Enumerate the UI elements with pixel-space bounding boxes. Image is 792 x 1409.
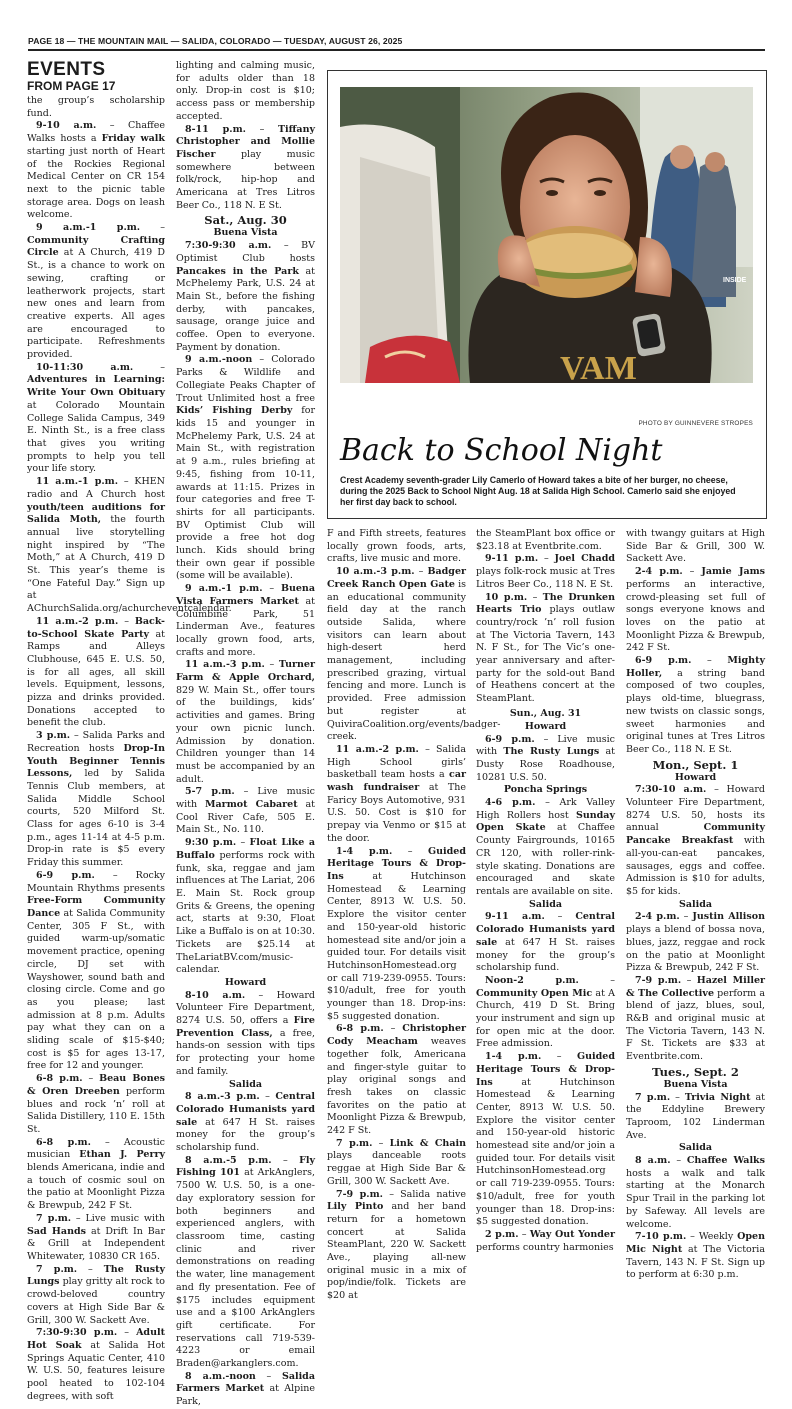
event-listing xyxy=(327,846,466,1024)
event-listing xyxy=(476,975,615,1051)
event-listing xyxy=(176,583,315,659)
event-name: Pancakes in the Park xyxy=(176,265,299,277)
event-name: Badger Creek Ranch Open Gate xyxy=(327,566,466,590)
event-details: blends Americana, indie and a touch of cosmic soul on the patio at Moonlight Pizza & Brewpub, 242 F St. xyxy=(27,1162,165,1212)
event-listing xyxy=(27,730,165,870)
event-listing xyxy=(176,1371,315,1409)
photo-feature xyxy=(327,70,767,519)
event-intro: – xyxy=(124,615,129,627)
event-details: at Dusty Rose Roadhouse, 10281 U.S. 50. xyxy=(476,746,615,783)
event-time: 6-8 p.m. xyxy=(36,1136,91,1148)
event-listing xyxy=(27,120,165,222)
event-details: perform blues and rock ’n’ roll at Salida Distillery, 110 E. 15th St. xyxy=(27,1085,165,1135)
event-intro: – xyxy=(160,361,165,373)
event-listing xyxy=(626,975,765,1064)
event-listing xyxy=(626,911,765,975)
event-intro: – Salida Parks and Recreation hosts xyxy=(27,730,165,754)
event-time: 11 a.m.-3 p.m. xyxy=(185,659,265,671)
event-name: Community Open Mic xyxy=(476,987,593,999)
event-text: lighting and calming music, for adults older than 18 only. Drop-in cost is $10; access pass or membership accepted. xyxy=(176,60,315,122)
event-listing xyxy=(327,1023,466,1137)
event-details: perform a blend of jazz, blues, soul, R&B and original music at The Victoria Tavern, 143 N. F St. Tickets are $33 at Eventbrite.com. xyxy=(626,987,765,1063)
event-details: at The Faricy Boys Automotive, 931 U.S. 50. Cost is $10 for prepay via Venmo or $15 at the door. xyxy=(327,782,466,844)
event-name: Chaffee Walks xyxy=(686,1155,765,1167)
event-name: Buena Vista Farmers Market xyxy=(176,583,315,607)
event-name: The Drunken Hearts Trio xyxy=(476,591,616,616)
event-name: Beau Bones & Oren Dreeben xyxy=(27,1073,166,1097)
event-listing xyxy=(476,797,615,899)
event-time: 10-11:30 a.m. xyxy=(36,361,134,373)
event-listing xyxy=(176,1091,315,1155)
event-details: hosts a walk and talk starting at the Monarch Spur Trail in the parking lot by Safeway. All levels are welcome. xyxy=(626,1167,765,1230)
event-name: Joel Chadd xyxy=(554,553,615,565)
event-intro: – Live music with xyxy=(476,733,615,758)
event-details: at A Church, 419 D St. Bring your instrument and sign up for open mic at the door. Free admission. xyxy=(476,987,615,1050)
day-heading: Sat., Aug. 30 xyxy=(204,213,287,228)
event-time: 9 a.m.-noon xyxy=(185,354,253,366)
event-listing xyxy=(27,1264,165,1328)
event-time: 7 p.m. xyxy=(36,1212,72,1224)
event-text: with twangy guitars at High Side Bar & Grill, 300 W. Sackett Ave. xyxy=(626,528,765,565)
event-name: Jamie Jams xyxy=(701,566,765,578)
event-time: 1-4 p.m. xyxy=(485,1051,542,1063)
event-name: Justin Allison xyxy=(692,911,765,923)
event-listing xyxy=(327,1138,466,1189)
event-details: at 647 H St. raises money for the group’s scholarship fund. xyxy=(176,1116,315,1154)
event-name: The Rusty Lungs xyxy=(27,1263,165,1288)
event-time: 7:30-10 a.m. xyxy=(635,784,707,796)
event-name: Guided Heritage Tours & Drop-Ins xyxy=(476,1051,615,1088)
event-listing xyxy=(327,528,466,566)
svg-text:VAM: VAM xyxy=(560,350,637,387)
event-name: Back-to-School Skate Party xyxy=(27,615,165,640)
event-time: 9:30 p.m. xyxy=(185,837,237,849)
event-intro: – xyxy=(269,583,275,595)
event-details: performs an interactive, crowd-pleasing set full of songs everyone knows and loves on the patio at Moonlight Pizza & Brewpub, 242 F St. xyxy=(626,578,765,654)
event-time: 8 a.m.-5 p.m. xyxy=(185,1154,272,1166)
event-listing xyxy=(476,1229,615,1254)
event-intro: – Rocky Mountain Rhythms presents xyxy=(27,869,165,894)
event-time: 7 p.m. xyxy=(36,1263,78,1275)
event-details: is an educational community field day at the ranch outside Salida, where visitors can learn about high-desert herd management, including prescribed grazing, virtual fencing and more. Lunch is provided. Free admission but register at QuiviraCoalition.org/events/badger-creek. xyxy=(327,578,501,743)
event-details: a string band composed of two couples, plays old-time, bluegrass, new twists on classic songs, sweet harmonies and original tunes at Tres Litros Beer Co., 118 N. E St. xyxy=(626,667,765,755)
event-time: 2-4 p.m. xyxy=(635,566,683,578)
event-listing xyxy=(27,1137,165,1213)
event-intro: – xyxy=(407,845,413,857)
section-title: EVENTS xyxy=(27,59,106,80)
event-details: play music somewhere between folk/rock, hip-hop and Americana at Tres Litros Beer Co., 118 N. E St. xyxy=(176,148,315,211)
event-listing xyxy=(476,1051,615,1229)
event-text: the group’s scholarship fund. xyxy=(27,95,165,119)
header-rule xyxy=(28,49,765,51)
event-name: Central Colorado Humanists yard sale xyxy=(176,1091,315,1128)
town-heading: Howard xyxy=(524,720,567,732)
event-listing xyxy=(27,95,165,120)
event-name: Way Out Yonder xyxy=(529,1228,615,1240)
event-intro: – xyxy=(88,1073,94,1085)
event-details: at McPhelemy Park, U.S. 24 at Main St., before the fishing derby, with pancakes, sausage, orange juice and coffee. Open to everyone. Payment by donation. xyxy=(176,265,315,353)
event-time: 11 a.m.-2 p.m. xyxy=(36,615,119,627)
event-details: led by Salida Tennis Club members, at Salida Middle School courts, 520 Milford St. Class for ages 6-10 is 3-4 p.m., ages 11-14 at 4-5 p.m. Drop-in rate is $5 every Friday this summer. xyxy=(27,768,165,869)
event-details: at Salida Community Center, 305 F St., with guided warm-up/somatic movement practice, opening circle, DJ set with Wayshower, sound bath and closing circle. Come and go as you please; last admission at 8 p.m. Adults pay what they can on a sliding scale of $15-$40; cost is $5 for ages 13-17, free for 12 and younger. xyxy=(27,908,165,1072)
event-time: Noon-2 p.m. xyxy=(485,974,579,986)
event-intro: – Weekly xyxy=(690,1231,734,1243)
town-heading: Poncha Springs xyxy=(503,784,588,796)
event-details: weaves together folk, Americana and finger-style guitar to play original songs and fresh takes on classic favorites on the patio at Moonlight Pizza & Brewpub, 242 F St. xyxy=(327,1036,466,1137)
event-listing xyxy=(626,1231,765,1282)
event-time: 7-10 p.m. xyxy=(635,1231,687,1243)
event-time: 8-11 p.m. xyxy=(185,123,246,135)
event-name: Central Colorado Humanists yard sale xyxy=(476,911,615,948)
event-name: The Rusty Lungs xyxy=(503,746,600,758)
event-intro: – Salida High School girls’ basketball team hosts a xyxy=(327,743,466,781)
day-heading: Sun., Aug. 31 xyxy=(509,707,582,719)
event-details: at Drift In Bar & Grill at Independent Whitewater, 10830 CR 165. xyxy=(27,1225,165,1262)
event-name: Open Mic Night xyxy=(626,1231,765,1255)
event-details: with all-you-can-eat pancakes, sausages, eggs and coffee. Admission is $10 for adults, $5 for kids. xyxy=(626,835,765,897)
event-name: Float Like a Buffalo xyxy=(176,837,315,861)
event-intro: – xyxy=(675,1091,680,1103)
event-intro: – xyxy=(683,911,689,923)
event-time: 1-4 p.m. xyxy=(336,845,393,857)
event-time: 8-10 a.m. xyxy=(185,989,246,1001)
event-time: 3 p.m. xyxy=(36,730,71,742)
event-listing xyxy=(476,553,615,591)
event-listing xyxy=(327,744,466,846)
event-intro: – BV Optimist Club hosts xyxy=(176,240,315,264)
event-name: Fly Fishing 101 xyxy=(176,1154,315,1179)
event-time: 10 p.m. xyxy=(485,591,528,603)
event-name: car wash fundraiser xyxy=(327,769,466,794)
event-intro: – xyxy=(259,123,265,135)
event-time: 6-8 p.m. xyxy=(336,1023,384,1035)
event-listing xyxy=(476,734,615,785)
event-intro: – xyxy=(676,1155,682,1167)
event-intro: – Salida native xyxy=(389,1188,466,1200)
feature-photo xyxy=(340,87,753,387)
event-name: Salida Farmers Market xyxy=(176,1370,315,1395)
photo-credit: PHOTO BY GUINNEVERE STROPES xyxy=(638,420,753,427)
event-time: 7 p.m. xyxy=(635,1091,671,1103)
event-time: 7 p.m. xyxy=(336,1137,373,1149)
event-name: Mighty Holler, xyxy=(626,655,765,679)
event-details: at The Victoria Tavern, 143 N. F St. Sign up to perform at 6:30 p.m. xyxy=(626,1243,765,1281)
event-time: 9-11 a.m. xyxy=(485,911,545,923)
event-listing xyxy=(327,1189,466,1303)
event-intro: – xyxy=(240,837,246,849)
event-listing xyxy=(176,240,315,354)
event-name: Link & Chain xyxy=(389,1137,467,1149)
event-intro: – xyxy=(689,566,695,578)
event-time: 7-9 p.m. xyxy=(336,1188,383,1200)
event-time: 7:30-9:30 p.m. xyxy=(36,1327,118,1339)
event-details: at Hutchinson Homestead & Learning Center, 8913 W. U.S. 50. Explore the visitor center and 150-year-old historic homestead site and/or join a guided tour. For details visit HutchinsonHomestead.org or call 719-239-0955. Tours: $10/adult, free for youth younger than 18. Drop-ins: $5 suggested donation. xyxy=(327,870,466,1022)
town-heading: Buena Vista xyxy=(663,1078,728,1090)
photo-image xyxy=(340,87,753,387)
event-name: Friday walk xyxy=(101,133,165,145)
section-subtitle: FROM PAGE 17 xyxy=(27,79,116,93)
event-listing xyxy=(176,786,315,837)
event-name: Sad Hands xyxy=(27,1225,86,1237)
photo-caption: Crest Academy seventh-grader Lily Camerlo of Howard takes a bite of her burger, no cheese, during the 2025 Back to School Night Aug. 18 at Salida High School. Camerlo said she enjoyed her first day back to school. xyxy=(340,475,736,507)
event-intro: – xyxy=(557,911,563,923)
event-intro: – xyxy=(390,1023,396,1035)
column-2-body xyxy=(176,60,315,1409)
event-intro: – xyxy=(88,1263,93,1275)
event-name: Hazel Miller & The Collective xyxy=(626,974,765,999)
event-intro: – xyxy=(266,1370,272,1382)
event-details: at ArkAnglers, 7500 W. U.S. 50, is a one-day exploratory session for both beginners and experienced anglers, with classroom time, casting clinic and river demonstrations on reading the water, line management and fly presentation. Fee of $175 includes equipment use and a $100 ArkAnglers gift certificate. For reservations call 719-539-4223 or email Braden@arkanglers.com. xyxy=(176,1167,315,1370)
event-details: performs country harmonies xyxy=(476,1241,614,1253)
page-header: PAGE 18 — THE MOUNTAIN MAIL — SALIDA, COLORADO — TUESDAY, AUGUST 26, 2025 xyxy=(28,36,403,46)
event-name: youth/teen auditions for Salida Moth, xyxy=(27,501,165,526)
event-time: 6-9 p.m. xyxy=(635,655,692,667)
event-name: Tiffany Christopher and Mollie Fischer xyxy=(176,123,315,160)
event-details: at Colorado Mountain College Salida Campus, 349 E. Ninth St., is a free class that gives you writing prompts to help you tell your life story. xyxy=(27,399,165,475)
event-time: 8 a.m.-noon xyxy=(185,1370,256,1382)
town-heading: Buena Vista xyxy=(213,227,278,239)
town-heading: Salida xyxy=(678,1142,713,1154)
event-time: 8 a.m. xyxy=(635,1155,671,1167)
event-time: 10 a.m.-3 p.m. xyxy=(336,566,415,578)
event-intro: – xyxy=(610,974,615,986)
event-details: plays danceable roots reggae at High Side Bar & Grill, 300 W. Sackett Ave. xyxy=(327,1150,466,1187)
event-intro: – Acoustic musician xyxy=(27,1136,166,1161)
event-listing xyxy=(176,837,315,977)
event-details: at Columbine Park, 51 Linderman Ave., features locally grown food, arts, crafts and more. xyxy=(176,595,315,658)
event-details: at Alpine Park, xyxy=(176,1383,315,1408)
event-details: at 647 H St. raises money for the group’s scholarship fund. xyxy=(476,936,615,974)
event-time: 9-11 p.m. xyxy=(485,553,539,565)
event-name: Adult Hot Soak xyxy=(27,1327,165,1351)
event-listing xyxy=(176,124,315,213)
event-intro: – xyxy=(707,655,712,667)
event-time: 2-4 p.m. xyxy=(635,911,680,923)
event-listing xyxy=(176,990,315,1079)
event-name: Drop-In Youth Beginner Tennis Lessons, xyxy=(27,742,165,780)
column-4 xyxy=(476,528,616,1253)
event-time: 9 a.m.-1 p.m. xyxy=(36,222,141,234)
event-intro: – xyxy=(269,659,275,671)
column-3-body xyxy=(327,528,501,1303)
event-listing xyxy=(476,911,615,975)
event-intro: – Ark Valley High Rollers host xyxy=(476,797,616,821)
event-intro: – Howard Volunteer Fire Department, 8274 U.S. 50, hosts its annual xyxy=(626,784,765,834)
event-name: Turner Farm & Apple Orchard, xyxy=(176,659,315,684)
event-intro: – xyxy=(418,566,424,578)
event-listing xyxy=(27,870,165,1073)
event-listing xyxy=(476,528,615,553)
event-listing xyxy=(27,1327,165,1403)
event-intro: – Live music with xyxy=(75,1212,165,1224)
event-details: at Chaffee County Fairgrounds, 10165 CR 120, with roller-rink-style skating. Donations are encouraged and skate rentals are available on site. xyxy=(476,822,615,897)
day-heading: Tues., Sept. 2 xyxy=(652,1064,739,1079)
event-name: Fire Prevention Class, xyxy=(176,1015,315,1039)
event-time: 4-6 p.m. xyxy=(485,797,536,809)
column-5-body xyxy=(626,528,765,1282)
event-details: play gritty alt rock to crowd-beloved country covers at High Side Bar & Grill, 300 W. Sackett Ave. xyxy=(27,1276,165,1326)
event-time: 11 a.m.-2 p.m. xyxy=(336,743,419,755)
event-details: a free, hands-on session with tips for protecting your home and family. xyxy=(176,1027,315,1077)
event-details: for kids 15 and younger in McPhelemy Park, U.S. 24 at Main St., with registration at 9 a.m., rules briefing at 9:45, fishing from 10-11, awards at 11:15. Prizes in four categories and free T-shirts for all participants. BV Optimist Club will provide a free hot dog lunch. Kids should bring their own gear if possible (some will be available). xyxy=(176,405,315,582)
event-text: F and Fifth streets, features locally grown foods, arts, crafts, live music and more. xyxy=(327,528,466,565)
event-intro: – Howard Volunteer Fire Department, 8274 U.S. 50, offers a xyxy=(176,989,315,1027)
photo-title: Back to School Night xyxy=(340,433,663,468)
event-intro: – xyxy=(686,974,692,986)
event-listing xyxy=(626,566,765,655)
event-listing xyxy=(626,1092,765,1143)
event-listing xyxy=(176,659,315,786)
event-listing xyxy=(327,566,501,744)
event-time: 8 a.m.-3 p.m. xyxy=(185,1091,260,1103)
event-name: Trivia Night xyxy=(684,1091,751,1103)
event-listing xyxy=(176,354,315,583)
event-listing xyxy=(626,784,765,898)
event-details: performs rock with funk, ska, reggae and jam influences at The Lariat, 206 E. Main St. Rock group Grits & Greens, the opening act, starts at 9:30, Float Like a Buffalo is on at 10:30. Tickets are $25.14 at TheLariatBV.com/music-calendar. xyxy=(176,849,315,976)
event-details: plays a blend of bossa nova, blues, jazz, reggae and rock on the patio at Moonlight Pizza & Brewpub, 242 F St. xyxy=(626,924,765,974)
event-time: 6-9 p.m. xyxy=(36,869,95,881)
event-details: at Ramps and Alleys Clubhouse, 645 E. U.S. 50, is for all ages, all skill levels. Equipment, lessons, pizza and drinks provided. Donations accepted to benefit the club. xyxy=(27,628,165,729)
town-heading: Howard xyxy=(674,771,717,783)
event-intro: – xyxy=(265,1091,270,1103)
event-name: Guided Heritage Tours & Drop-Ins xyxy=(327,845,466,882)
event-intro: – xyxy=(124,1327,130,1339)
event-intro: – Chaffee Walks hosts a xyxy=(27,120,165,145)
event-intro: – xyxy=(282,1154,288,1166)
event-time: 9 a.m.-1 p.m. xyxy=(185,583,263,595)
event-name: Free-Form Community Dance xyxy=(27,895,165,919)
event-time: 6-8 p.m. xyxy=(36,1073,83,1085)
event-time: 9-10 a.m. xyxy=(36,120,97,132)
event-intro: – xyxy=(532,591,538,603)
town-heading: Howard xyxy=(224,976,267,988)
event-name: Community Pancake Breakfast xyxy=(626,822,765,847)
event-time: 7:30-9:30 a.m. xyxy=(185,240,272,252)
event-details: plays folk-rock music at Tres Litros Beer Co., 118 N. E St. xyxy=(476,566,615,590)
event-name: Lily Pinto xyxy=(327,1201,384,1213)
event-details: at Cool River Cafe, 505 E. Main St., No. 110. xyxy=(176,799,315,836)
column-4-body xyxy=(476,528,615,1254)
event-name: Community Crafting Circle xyxy=(27,234,165,259)
day-heading: Mon., Sept. 1 xyxy=(652,757,739,772)
event-name: Ethan J. Perry xyxy=(79,1149,165,1161)
event-time: 7-9 p.m. xyxy=(635,974,682,986)
event-details: at A Church, 419 D St., is a chance to work on sewing, crafting or leatherwork projects, start new ones and learn from creative experts. All ages are encouraged to participate. Refreshments provided. xyxy=(27,247,165,361)
event-listing xyxy=(626,1155,765,1231)
column-5 xyxy=(626,528,765,1281)
event-listing xyxy=(27,222,165,362)
event-name: Christopher Cody Meacham xyxy=(327,1023,466,1048)
event-listing xyxy=(176,1155,315,1371)
event-listing xyxy=(27,1073,165,1137)
event-intro: – Live music with xyxy=(176,786,315,811)
event-listing xyxy=(476,592,615,706)
event-details: 829 W. Main St., offer tours of the buildings, kids’ activities and games. Bring your own picnic lunch. Admission by donation. Children younger than 14 must be accompanied by an adult. xyxy=(176,684,315,785)
town-heading: Salida xyxy=(678,898,713,910)
event-details: at Hutchinson Homestead & Learning Center, 8913 W. U.S. 50. Explore the visitor center and 150-year-old historic homestead site and/or join a guided tour. For details visit HutchinsonHomestead.org or call 719-239-0955. Tours: $10/adult, free for youth younger than 18. Drop-ins: $5 suggested donation. xyxy=(476,1076,615,1228)
event-name: Marmot Cabaret xyxy=(205,799,298,811)
event-intro: – xyxy=(521,1228,527,1240)
shirt-label: INSIDE xyxy=(723,277,747,284)
event-time: 2 p.m. xyxy=(485,1228,519,1240)
event-details: at the Eddyline Brewery Taproom, 102 Linderman Ave. xyxy=(626,1091,765,1141)
column-2 xyxy=(176,60,315,1408)
event-details: plays outlaw country/rock ’n’ roll fusion at The Victoria Tavern, 143 N. F St., for The Vic’s one-year anniversary and after-party for the sold-out Band of Heathens concert at the SteamPlant. xyxy=(476,604,615,705)
event-time: 5-7 p.m. xyxy=(185,786,235,798)
event-time: 11 a.m.-1 p.m. xyxy=(36,476,119,488)
event-details: starting just north of Heart of the Rockies Regional Medical Center on CR 154 next to the picnic table storage area. Dogs on leash welcome. xyxy=(27,145,165,221)
town-heading: Salida xyxy=(228,1078,263,1090)
event-intro: – xyxy=(378,1137,384,1149)
event-name: Sunday Open Skate xyxy=(476,809,615,834)
event-details: the fourth annual live storytelling night inspired by “The Moth,” at A Church, 419 D St. This year’s theme is “One Fateful Day.” Sign up at AChurchSalida.org/achurcheventcalendar. xyxy=(27,514,232,615)
event-intro: – KHEN radio and A Church host xyxy=(27,476,165,500)
event-listing xyxy=(27,1213,165,1264)
event-listing xyxy=(176,60,315,124)
event-name: Adventures in Learning: Write Your Own Obituary xyxy=(27,374,165,399)
event-listing xyxy=(626,528,765,566)
event-listing xyxy=(27,616,165,730)
town-heading: Salida xyxy=(528,898,563,910)
event-text: the SteamPlant box office or $23.18 at Eventbrite.com. xyxy=(476,528,615,552)
event-time: 6-9 p.m. xyxy=(485,733,535,745)
column-3 xyxy=(327,528,501,1302)
event-details: at Salida Hot Springs Aquatic Center, 410 W. U.S. 50, features leisure pool heated to 102-104 degrees, with soft xyxy=(27,1339,166,1402)
event-name: Kids’ Fishing Derby xyxy=(176,405,293,417)
event-intro: – xyxy=(556,1051,562,1063)
event-listing xyxy=(626,655,765,757)
event-intro: – xyxy=(160,222,165,234)
event-intro: – xyxy=(543,553,549,565)
event-details: and her band return for a hometown concert at Salida SteamPlant, 220 W. Sackett Ave., playing all-new original music in a mix of pop/indie/folk. Tickets are $20 at xyxy=(327,1201,466,1302)
event-listing xyxy=(27,362,165,476)
event-intro: – Colorado Parks & Wildlife and Collegiate Peaks Chapter of Trout Unlimited host a free xyxy=(176,354,315,404)
